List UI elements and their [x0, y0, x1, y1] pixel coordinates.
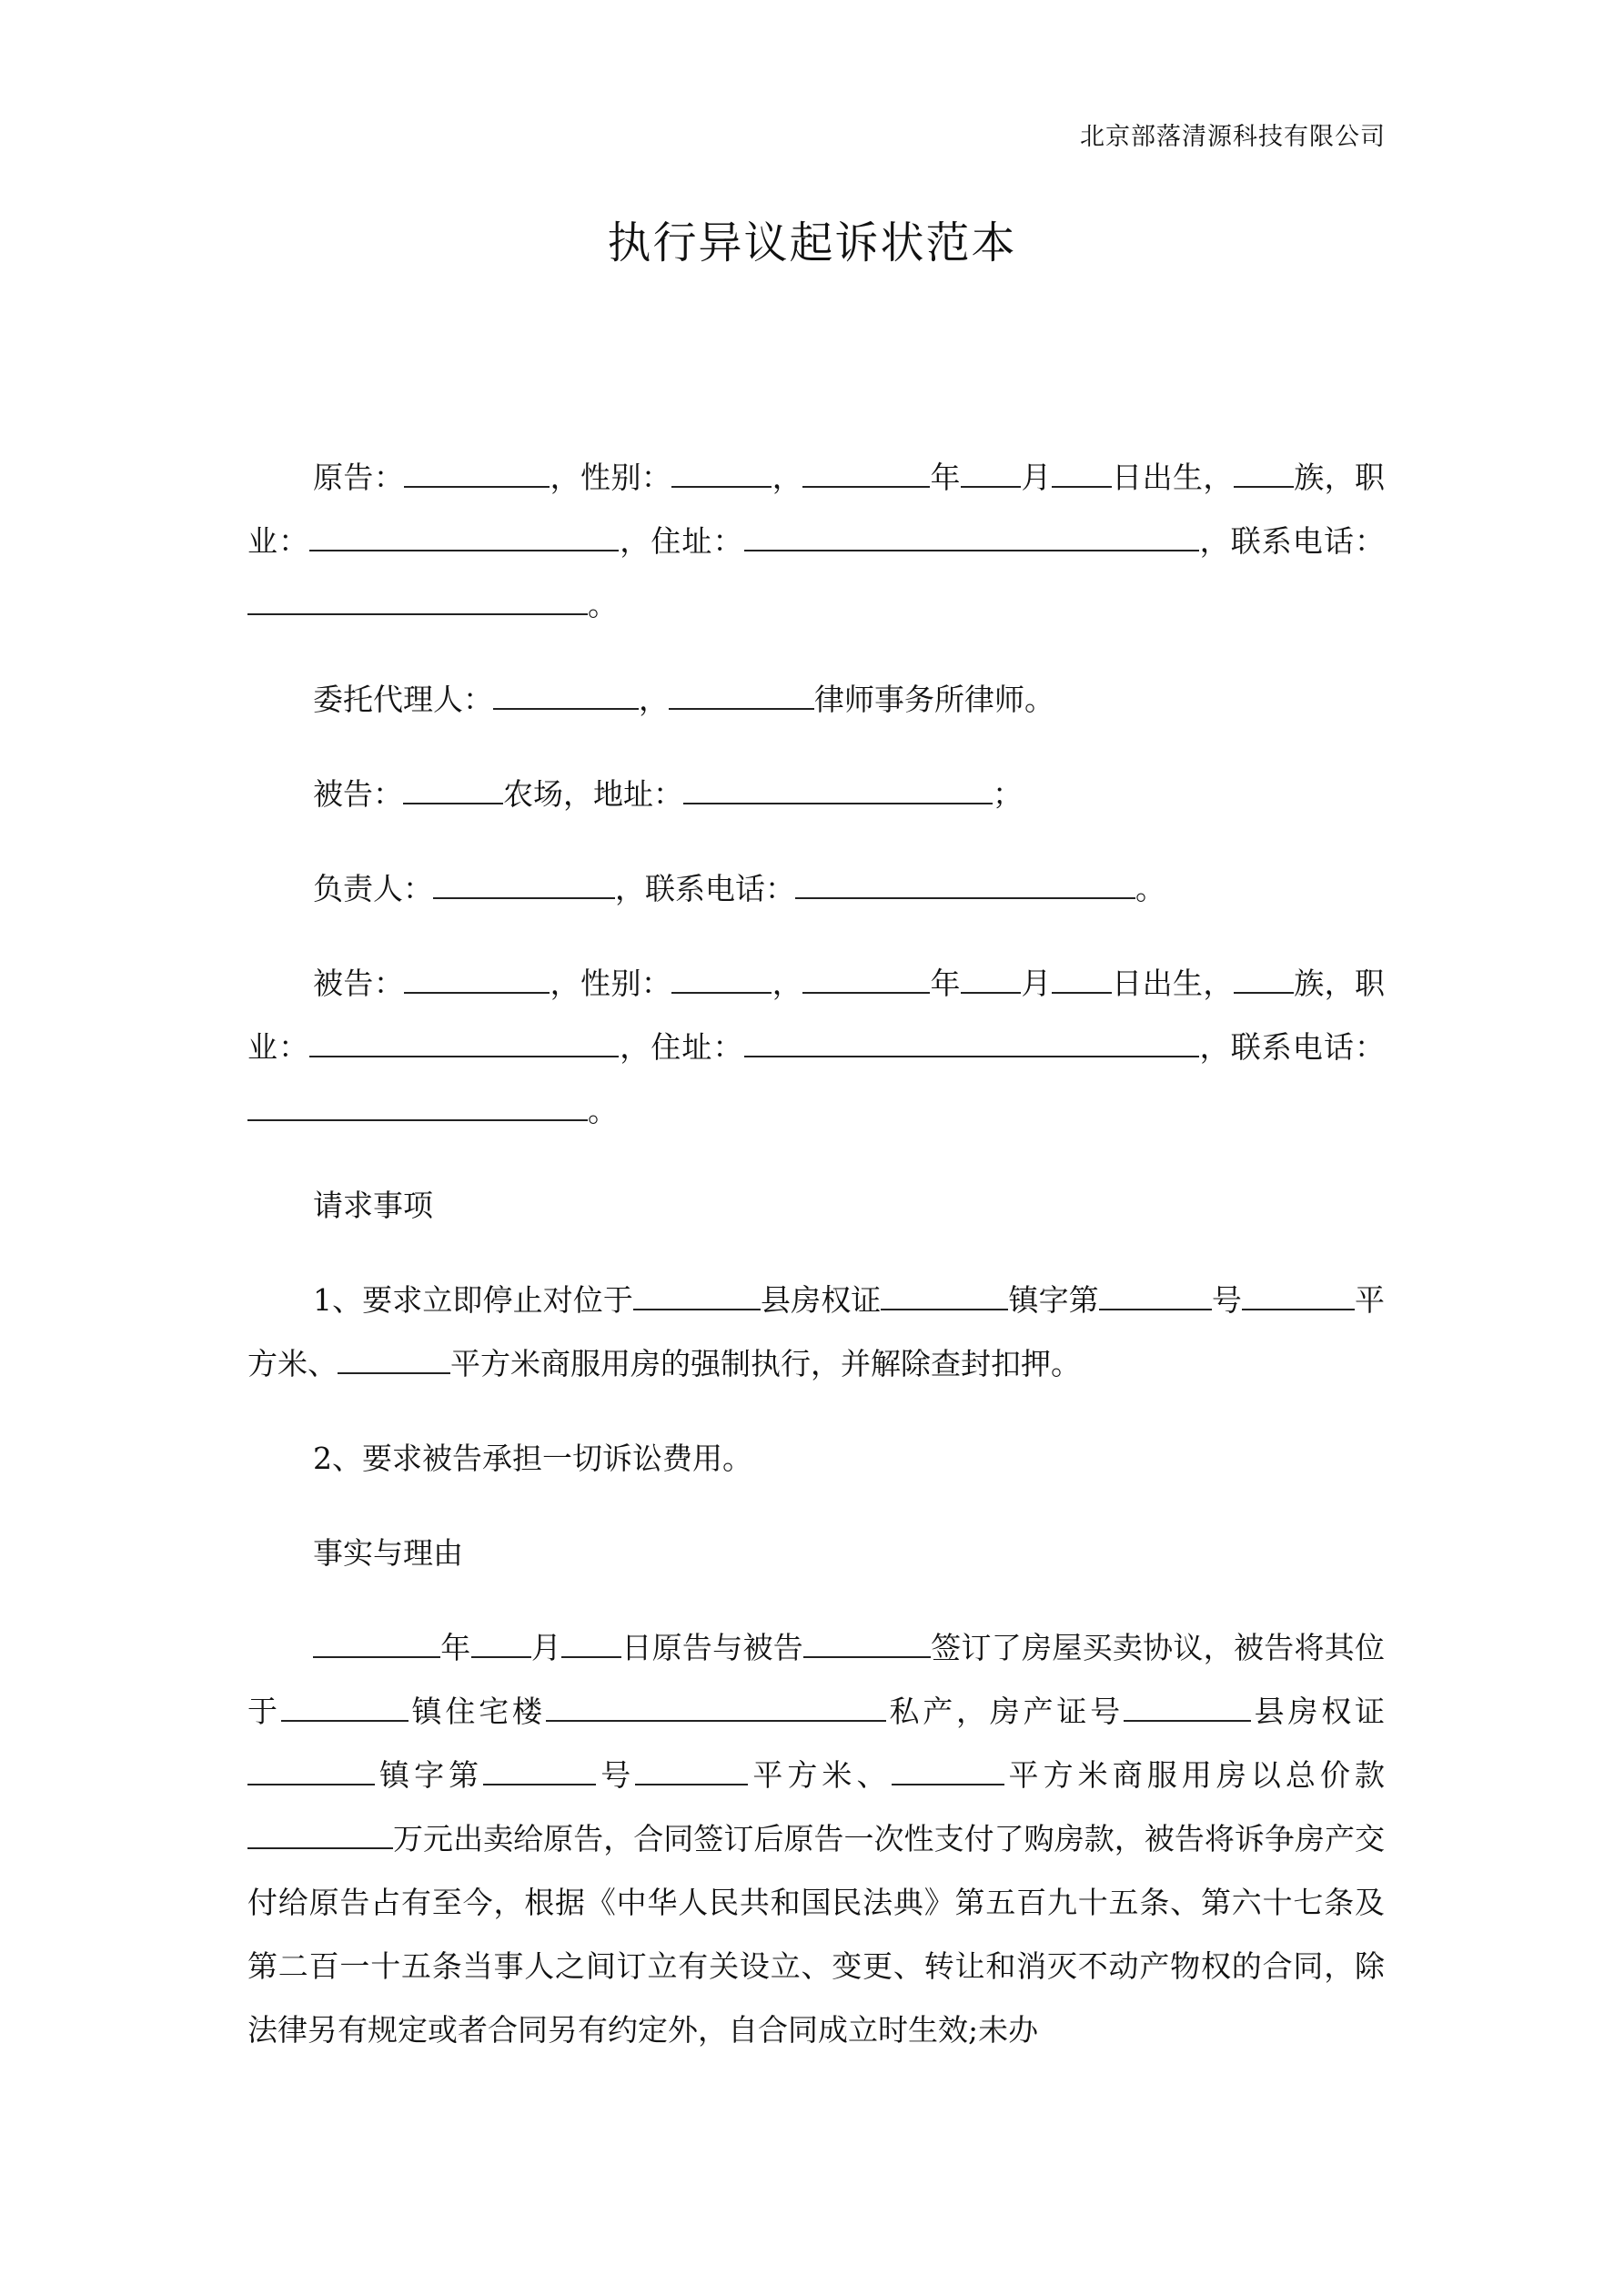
period: 。: [588, 587, 618, 622]
number-label: 号: [1211, 1282, 1242, 1318]
month-label: 月: [1020, 460, 1052, 495]
area-2-blank[interactable]: [338, 1345, 450, 1374]
address-label: ，住址：: [619, 523, 744, 559]
occupation-blank[interactable]: [309, 522, 619, 551]
occupation-label: 职业：: [247, 966, 1386, 1065]
sqm-label: 平方米、: [247, 1282, 1386, 1381]
born-label: 日出生，: [1111, 966, 1234, 1001]
year-label: 年: [440, 1630, 471, 1665]
period: 。: [1135, 871, 1165, 906]
document-title: 执行异议起诉状范本: [607, 217, 1017, 268]
facts-text: 签订了房屋买卖协议，被告将其位于: [247, 1630, 1386, 1729]
town-blank[interactable]: [281, 1693, 409, 1722]
claims-heading: 请求事项: [313, 1188, 433, 1223]
birth-month-blank[interactable]: [961, 965, 1021, 994]
company-header: 北京部落清源科技有限公司: [1080, 123, 1386, 151]
responsible-phone-blank[interactable]: [795, 870, 1135, 899]
plaintiff-paragraph: [247, 446, 1385, 637]
building-blank[interactable]: [546, 1693, 886, 1722]
birth-day-blank[interactable]: [1052, 459, 1112, 488]
responsible-phone-label: ，联系电话：: [615, 871, 795, 906]
facts-text: 县房权证: [1250, 1694, 1386, 1729]
price-blank[interactable]: [247, 1820, 393, 1849]
farm-address-label: 农场，地址：: [503, 776, 683, 812]
claim1-text: 1、要求立即停止对位于: [313, 1282, 633, 1318]
month-label: 月: [530, 1630, 562, 1665]
gender-label: ，性别：: [550, 460, 672, 495]
facts-text: 私产，房产证号: [885, 1694, 1124, 1729]
area-1-blank[interactable]: [1242, 1281, 1355, 1310]
responsible-label: 负责人：: [313, 871, 433, 906]
area-2-blank[interactable]: [892, 1756, 1004, 1785]
facts-text: 平方米商服用房以总价款: [1004, 1757, 1386, 1793]
area-1-blank[interactable]: [635, 1756, 748, 1785]
claim-item-1: [247, 1269, 1385, 1396]
facts-text: 镇字第: [375, 1757, 484, 1793]
period: 。: [588, 1093, 618, 1128]
phone-blank[interactable]: [247, 1092, 588, 1121]
defendant-label: 被告：: [313, 776, 403, 812]
facts-text: 镇住宅楼: [408, 1694, 546, 1729]
facts-text: 号: [596, 1757, 636, 1793]
county-blank[interactable]: [633, 1281, 761, 1310]
phone-label: ，联系电: [1198, 523, 1324, 559]
document-body: [247, 446, 1385, 2093]
occupation-blank[interactable]: [309, 1028, 619, 1057]
sign-year-blank[interactable]: [313, 1629, 440, 1658]
ethnicity-blank[interactable]: [1234, 459, 1294, 488]
number-prefix-label: 镇字第: [1008, 1282, 1099, 1318]
ethnic-label: 族，: [1293, 460, 1356, 495]
sign-day-blank[interactable]: [561, 1629, 621, 1658]
year-label: 年: [930, 460, 961, 495]
birth-month-blank[interactable]: [961, 459, 1021, 488]
year-label: 年: [930, 966, 961, 1001]
gender-blank[interactable]: [671, 965, 772, 994]
facts-text: 万元出卖给原告，合同签订后原告一次性支付了购房款，被告将诉争房产交付给原告占有至今，根据《中华人民共和国民法典》第五百九十五条、第六十七条及第二百一十五条当事人之间订立有关设立、变更、转让和消灭不动产物权的合同，除法律另有规定或者合同另有约定外，自合同成立时生效;未办: [247, 1821, 1385, 2048]
phone-label: ，联系电: [1198, 1029, 1324, 1065]
defendant-farm-paragraph: [247, 763, 1385, 826]
ethnic-label: 族，: [1293, 966, 1356, 1001]
phone-blank[interactable]: [247, 586, 588, 615]
agent-paragraph: [247, 668, 1385, 732]
town-blank-2[interactable]: [247, 1756, 375, 1785]
address-blank[interactable]: [744, 1028, 1199, 1057]
gender-label: ，性别：: [550, 966, 672, 1001]
facts-heading: 事实与理由: [313, 1535, 463, 1571]
born-label: 日出生，: [1111, 460, 1234, 495]
month-label: 月: [1020, 966, 1052, 1001]
responsible-name-blank[interactable]: [433, 870, 615, 899]
certificate-label: 县房权证: [760, 1282, 882, 1318]
claim-item-2: 2、要求被告承担一切诉讼费用。: [313, 1441, 752, 1476]
defendant-name-blank[interactable]: [404, 965, 550, 994]
address-label: ，住址：: [619, 1029, 744, 1065]
birth-day-blank[interactable]: [1052, 965, 1112, 994]
law-firm-blank[interactable]: [669, 681, 814, 710]
sign-month-blank[interactable]: [471, 1629, 531, 1658]
separator: ，: [639, 682, 669, 717]
plaintiff-name-blank[interactable]: [404, 459, 550, 488]
cert-number-blank[interactable]: [483, 1756, 596, 1785]
law-firm-label: 律师事务所律师。: [814, 682, 1054, 717]
claim1-text-end: 平方米商服用房的强制执行，并解除查封扣押。: [450, 1346, 1081, 1381]
responsible-paragraph: [247, 857, 1385, 921]
town-blank[interactable]: [881, 1281, 1008, 1310]
facts-paragraph: [247, 1616, 1385, 2062]
defendant-label: 被告：: [313, 966, 405, 1001]
address-blank[interactable]: [744, 522, 1199, 551]
facts-text: 平方米、: [748, 1757, 892, 1793]
cert-number-blank[interactable]: [1099, 1281, 1212, 1310]
ethnicity-blank[interactable]: [1234, 965, 1294, 994]
facts-text: 日原告与被告: [621, 1630, 803, 1665]
county-blank[interactable]: [1124, 1693, 1251, 1722]
gender-blank[interactable]: [671, 459, 772, 488]
separator: ，: [772, 966, 803, 1001]
phone-label-cont: 话：: [1323, 1029, 1386, 1065]
agent-name-blank[interactable]: [493, 681, 639, 710]
birth-year-blank[interactable]: [802, 965, 930, 994]
plaintiff-label: 原告：: [313, 460, 405, 495]
occupation-label: 职业：: [247, 460, 1386, 559]
separator: ，: [772, 460, 803, 495]
birth-year-blank[interactable]: [802, 459, 930, 488]
farm-address-blank[interactable]: [683, 775, 993, 804]
defendant-blank[interactable]: [803, 1629, 931, 1658]
defendant-person-paragraph: [247, 952, 1385, 1143]
phone-label-cont: 话：: [1323, 523, 1386, 559]
semicolon: ；: [993, 776, 1023, 812]
agent-label: 委托代理人：: [313, 682, 493, 717]
farm-name-blank[interactable]: [403, 775, 503, 804]
